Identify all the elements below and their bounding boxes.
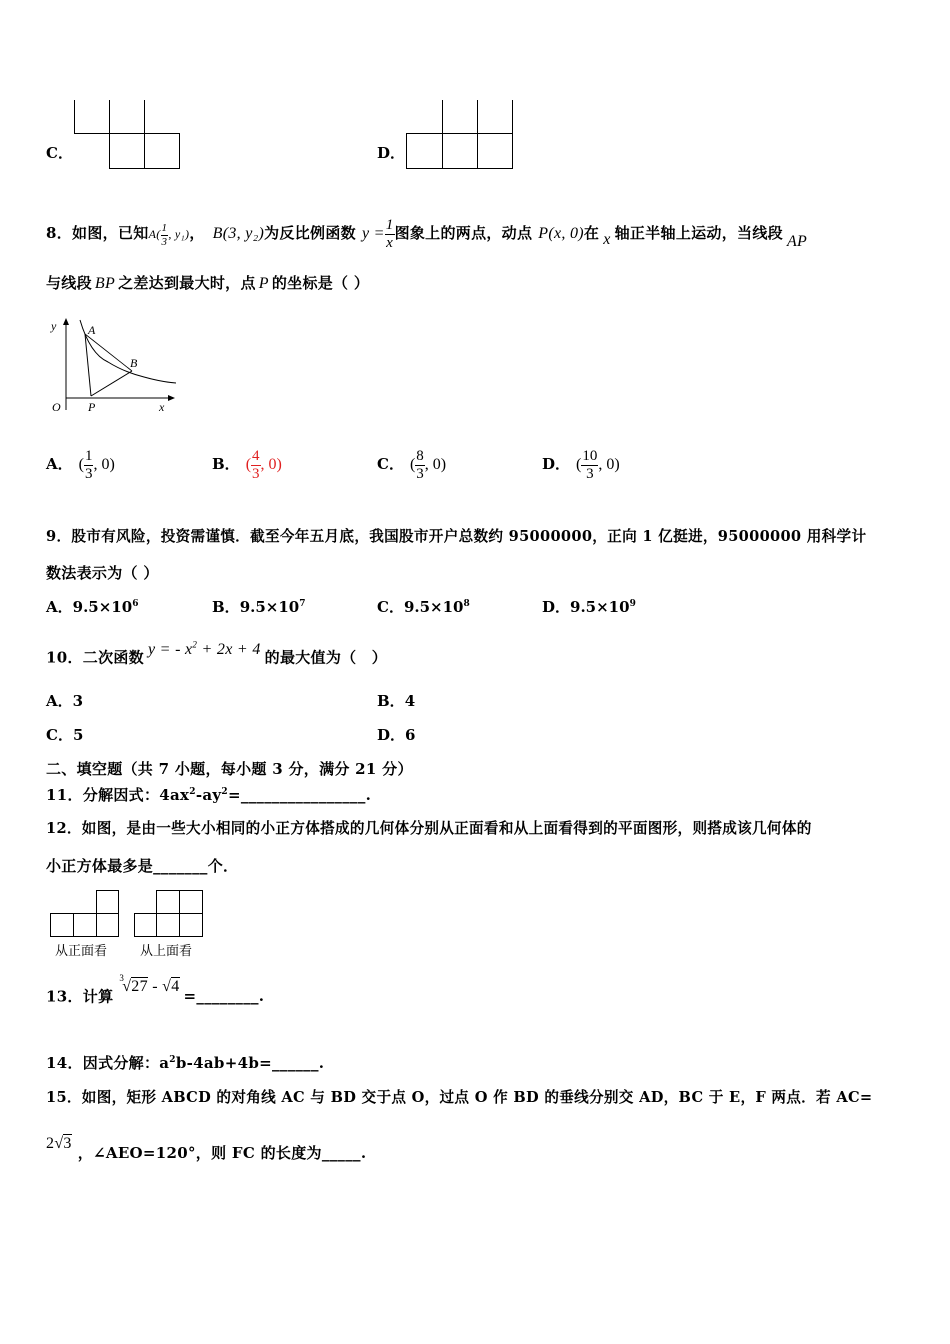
q8-option-b-num: 4 — [252, 447, 260, 464]
q7-option-d-figure — [406, 100, 516, 172]
q8-point-a-den: 3 — [161, 235, 168, 248]
q8-option-a-num: 1 — [84, 447, 93, 464]
q8-option-c-value: ( $\frac{8}{3}$ , 0) — [409, 447, 447, 482]
q8-graph-y-arrow — [63, 318, 69, 325]
q8-option-a-value: ( $\frac{1}{3}$ , 0) — [78, 447, 115, 482]
q10-option-a[interactable]: A．3 — [46, 692, 84, 710]
q9-option-b[interactable]: B．$9.5\times 10^7$ — [212, 598, 306, 616]
q8-option-a-label: A． — [46, 455, 73, 473]
q8-question-line2 — [46, 272, 369, 293]
q12-front-view — [50, 890, 122, 938]
q7-option-d-label: D． — [377, 144, 406, 162]
q8-function — [361, 217, 395, 251]
q15-radical: 2√3 — [46, 1135, 72, 1152]
q13-expression: $^3$√27 - √4 — [119, 973, 180, 996]
q8-line2-b: 之差达到最大时，点 — [118, 274, 256, 292]
q9-option-d[interactable]: D．$9.5\times 10^9$ — [542, 598, 636, 616]
q8-option-c-den: 3 — [416, 465, 424, 482]
q15-question-line2 — [46, 1136, 366, 1171]
q13-radical-1: √27 — [122, 978, 148, 996]
q10-prefix: 10．二次函数 — [46, 648, 144, 667]
q8-option-b-value: ( $\frac{4}{3}$ , 0) — [245, 447, 282, 482]
q8-graph-label-o: O — [52, 400, 61, 414]
q11-question: 11．分解因式：$4ax^2-ay^2=\_\_\_\_\_\_\_\_\_\_\_\_\_\_\_\_$. — [46, 786, 372, 804]
section2-heading: 二、填空题（共 7 小题，每小题 3 分，满分 21 分） — [46, 760, 413, 778]
q8-graph-label-y: y — [51, 319, 57, 333]
q13-question — [46, 975, 264, 1014]
q8-option-d-value: ( $\frac{10}{3}$ , 0) — [576, 447, 620, 482]
q8-text-4: 在 — [583, 224, 600, 243]
q8-graph-segment-bp — [91, 371, 132, 396]
q8-graph-x-arrow — [168, 395, 175, 401]
q10-option-c[interactable]: C．5 — [46, 726, 84, 744]
q8-option-c[interactable] — [377, 444, 446, 485]
q8-point-p: P(x, 0) — [538, 225, 584, 243]
q8-option-c-num: 8 — [416, 447, 424, 464]
q8-segment-ap: AP — [786, 233, 808, 251]
q15-question-line1: 15．如图，矩形 ABCD 的对角线 AC 与 BD 交于点 O，过点 O 作 BD 的垂线分别交 AD，BC 于 E，F 两点．若 AC= — [46, 1089, 873, 1106]
q15-line2-text: ，∠AEO=120°，则 FC 的长度为_____. — [77, 1144, 367, 1162]
q8-graph-label-x: x — [159, 400, 165, 414]
q8-line2-c: 的坐标是（ ） — [271, 274, 370, 292]
q7-option-c-figure — [74, 100, 184, 172]
q10-suffix: 的最大值为（ ） — [264, 648, 388, 667]
q8-option-d[interactable] — [542, 444, 620, 485]
q8-comma: ， — [189, 224, 205, 243]
q8-text-5: 轴正半轴上运动，当线段 — [614, 224, 783, 243]
q8-option-a-den: 3 — [84, 465, 93, 482]
q8-point-p-inline: P — [258, 275, 269, 292]
q8-option-b-den: 3 — [252, 465, 260, 482]
q8-y-eq: y = — [361, 225, 385, 243]
q8-option-c-label: C． — [377, 455, 404, 473]
q14-question: 14．因式分解：$a^2b-4ab+4b=\_\_\_\_\_\_$. — [46, 1054, 325, 1072]
q8-graph-segment-ap — [85, 334, 91, 396]
q8-graph-label-p: P — [88, 400, 96, 414]
q8-option-d-num: 10 — [582, 447, 598, 464]
q8-graph-label-a: A — [88, 323, 96, 337]
q8-graph-label-b: B — [130, 356, 138, 370]
q13-radical-2: √4 — [162, 978, 180, 996]
q7-option-c-label: C． — [46, 144, 73, 162]
q9-question-line1: 9．股市有风险，投资需谨慎．截至今年五月底，我国股市开户总数约 95000000，正向 1 亿挺进，95000000 用科学计 — [46, 528, 867, 545]
q8-point-a-label: A( — [148, 227, 161, 242]
q8-text-2: 为反比例函数 — [264, 224, 356, 243]
q8-point-a-num: 1 — [161, 221, 168, 234]
q13-root-index: 3 — [119, 973, 125, 983]
q8-segment-bp: BP — [94, 275, 116, 292]
q12-question-line2: 小正方体最多是_______个． — [46, 857, 239, 875]
q8-option-b[interactable] — [212, 444, 282, 485]
q13-suffix: =________. — [183, 987, 265, 1006]
q8-option-b-label: B． — [212, 455, 240, 473]
q8-question-line1 — [46, 218, 807, 251]
q12-top-caption: 从上面看 — [140, 944, 193, 959]
q8-point-b: B(3, y₂) — [212, 225, 265, 243]
q8-func-den: x — [386, 235, 394, 251]
q8-func-num: 1 — [385, 217, 394, 233]
q8-option-d-label: D． — [542, 455, 571, 473]
q9-question-line2: 数法表示为（ ） — [46, 564, 159, 582]
q12-question-line1: 12．如图，是由一些大小相同的小正方体搭成的几何体分别从正面看和从上面看得到的平面图形，则搭成该几何体的 — [46, 820, 812, 837]
q13-prefix: 13．计算 — [46, 987, 114, 1006]
q10-option-b[interactable]: B．4 — [377, 692, 416, 710]
q8-option-d-den: 3 — [586, 465, 594, 482]
q10-expression: y = - $x^2 + 2x + 4$ — [147, 640, 261, 659]
q8-graph-segment-ab — [85, 334, 132, 371]
q8-point-a-tail: , y₁) — [168, 227, 190, 242]
q10-question — [46, 638, 387, 673]
q8-text-3: 图象上的两点，动点 — [394, 224, 533, 243]
q9-option-a[interactable]: A．$9.5\times 10^6$ — [46, 598, 139, 616]
q8-number: 8． — [46, 224, 73, 243]
q8-line2-a: 与线段 — [46, 274, 92, 292]
q12-front-caption: 从正面看 — [55, 944, 108, 959]
q8-x-var: x — [603, 231, 611, 249]
q9-option-c[interactable]: C．$9.5\times 10^8$ — [377, 598, 470, 616]
q8-text-1: 如图，已知 — [72, 224, 149, 243]
q8-point-a — [148, 221, 190, 248]
q12-top-view — [134, 890, 206, 938]
q8-option-a[interactable] — [46, 444, 115, 485]
q10-option-d[interactable]: D．6 — [377, 726, 416, 744]
q8-graph — [44, 316, 184, 418]
